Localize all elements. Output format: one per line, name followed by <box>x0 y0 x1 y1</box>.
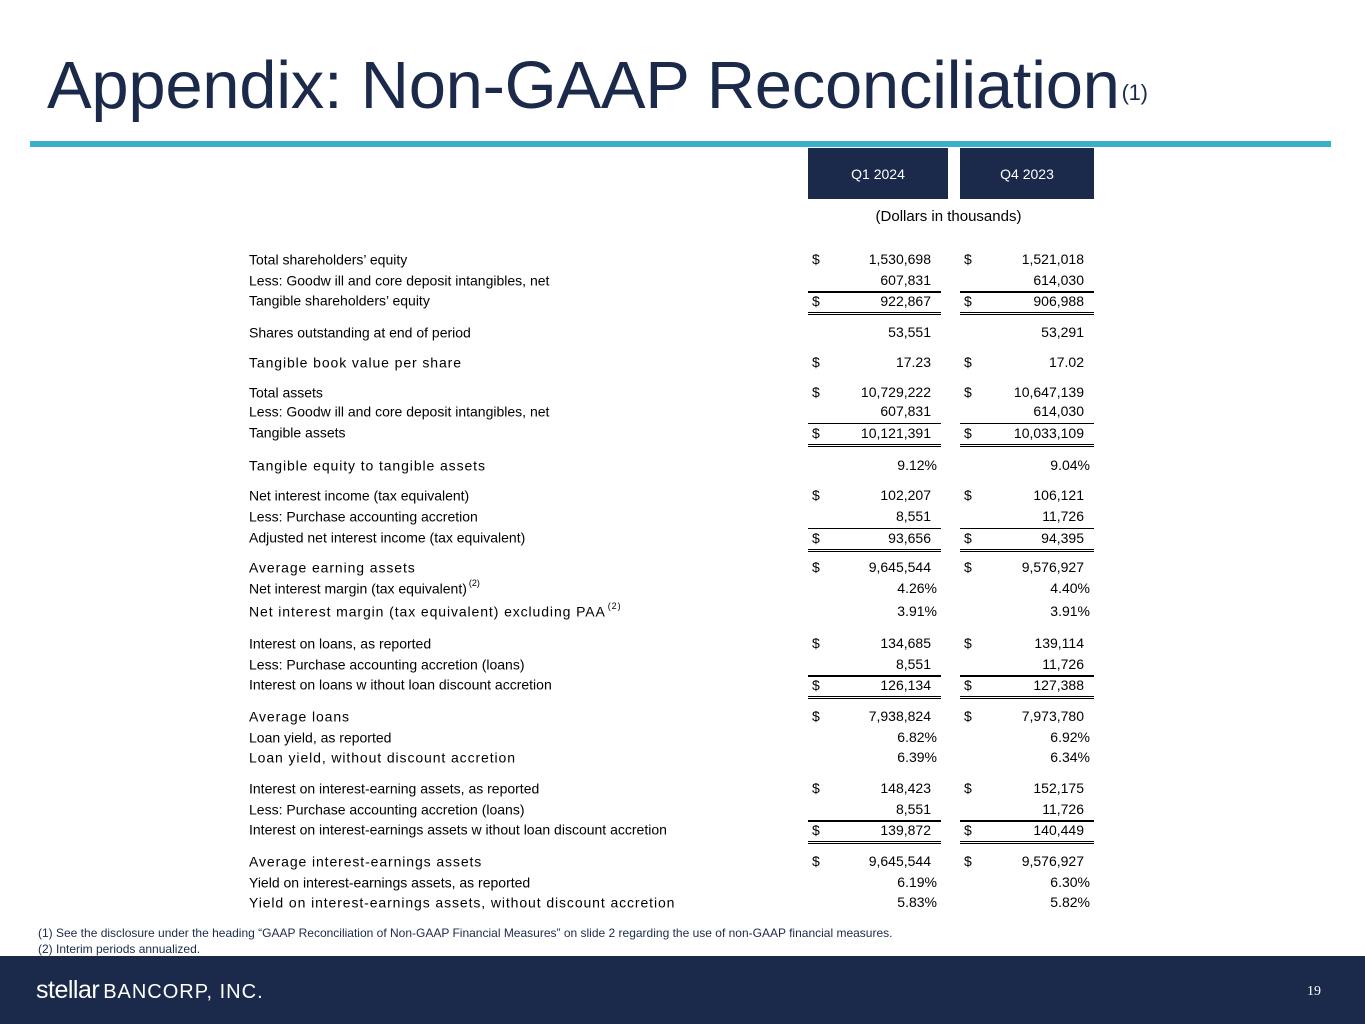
table-row <box>0 292 1365 312</box>
dollar-sign: $ <box>964 635 972 651</box>
q4-2023-value <box>960 853 1094 873</box>
q4-2023-value <box>960 729 1094 749</box>
company-logo <box>36 976 264 1005</box>
row-label: Net interest income (tax equivalent) <box>249 487 470 504</box>
q1-2024-value <box>808 675 941 699</box>
amount: 10,647,139 <box>1013 384 1084 400</box>
page-title: Appendix: Non-GAAP Reconciliation$^{(1)}$ <box>47 48 1148 123</box>
amount: 1,530,698 <box>868 251 931 267</box>
q1-2024-value <box>808 780 941 800</box>
table-row <box>0 801 1365 821</box>
amount: 8,551 <box>895 656 931 672</box>
logo-rest: BANCORP, INC. <box>103 981 264 1003</box>
amount: 6.19% <box>897 874 937 890</box>
q4-2023-value <box>960 820 1094 844</box>
amount: 17.02 <box>1048 354 1084 370</box>
amount: 94,395 <box>1041 530 1084 546</box>
amount: 9.04% <box>1050 457 1090 473</box>
amount: 4.26% <box>897 580 937 596</box>
q4-2023-value <box>960 559 1094 579</box>
amount: 10,033,109 <box>1013 425 1084 441</box>
row-label: Tangible shareholders’ equity <box>249 292 430 309</box>
table-row <box>0 635 1365 655</box>
row-label: Average interest-earnings assets <box>249 853 483 870</box>
amount: 4.40% <box>1050 580 1090 596</box>
q1-2024-value <box>808 801 941 822</box>
row-label: Net interest margin (tax equivalent) $^{(2)}$ <box>249 578 480 597</box>
amount: 9,576,927 <box>1021 853 1084 869</box>
dollar-sign: $ <box>964 530 972 546</box>
footnote-marker: (2) <box>468 578 480 588</box>
q4-2023-value <box>960 508 1094 529</box>
footnote-1: (1) See the disclosure under the heading “GAAP Reconciliation of Non-GAAP Financial Measures” on slide 2 regarding the use of non-GAAP financial measures. <box>38 926 893 940</box>
row-label: Yield on interest-earnings assets, as reported <box>249 874 531 891</box>
row-label: Interest on interest-earning assets, as reported <box>249 780 540 797</box>
page-number: 19 <box>1307 984 1321 999</box>
table-row <box>0 656 1365 676</box>
amount: 5.82% <box>1050 894 1090 910</box>
table-row <box>0 324 1365 344</box>
q4-2023-value <box>960 635 1094 655</box>
q4-2023-value <box>960 291 1094 315</box>
table-row <box>0 749 1365 769</box>
q1-2024-value <box>808 384 941 404</box>
q1-2024-value <box>808 423 941 447</box>
dollar-sign: $ <box>812 251 820 267</box>
table-row <box>0 580 1365 600</box>
q1-2024-value <box>808 820 941 844</box>
amount: 102,207 <box>880 487 931 503</box>
dollar-sign: $ <box>964 559 972 575</box>
q1-2024-value <box>808 528 941 552</box>
amount: 3.91% <box>897 603 937 619</box>
table-row <box>0 894 1365 914</box>
table-row <box>0 508 1365 528</box>
row-label: Average earning assets <box>249 559 416 576</box>
amount: 139,872 <box>880 822 931 838</box>
q4-2023-value <box>960 403 1094 424</box>
q1-2024-value <box>808 874 941 894</box>
dollar-sign: $ <box>964 853 972 869</box>
q1-2024-value <box>808 291 941 315</box>
dollar-sign: $ <box>964 487 972 503</box>
q1-2024-value <box>808 708 941 728</box>
amount: 139,114 <box>1034 635 1084 651</box>
row-label: Adjusted net interest income (tax equivalent) <box>249 529 526 546</box>
table-row <box>0 384 1365 404</box>
amount: 8,551 <box>895 508 931 524</box>
q4-2023-value <box>960 580 1094 600</box>
amount: 7,973,780 <box>1021 708 1084 724</box>
q4-2023-value <box>960 708 1094 728</box>
q4-2023-value <box>960 874 1094 894</box>
q1-2024-value <box>808 324 941 344</box>
q4-2023-value <box>960 894 1094 914</box>
q4-2023-value <box>960 487 1094 507</box>
q1-2024-value <box>808 251 941 271</box>
row-label: Interest on interest-earnings assets w ithout loan discount accretion <box>249 821 667 838</box>
amount: 614,030 <box>1033 403 1084 419</box>
amount: 10,729,222 <box>860 384 931 400</box>
column-header-q4-2023: Q4 2023 <box>960 148 1094 199</box>
dollar-sign: $ <box>964 425 972 441</box>
footnote-marker: (2) <box>607 601 622 611</box>
q4-2023-value <box>960 354 1094 374</box>
dollar-sign: $ <box>964 822 972 838</box>
amount: 140,449 <box>1033 822 1084 838</box>
q4-2023-value <box>960 675 1094 699</box>
dollar-sign: $ <box>964 251 972 267</box>
table-row <box>0 354 1365 374</box>
dollar-sign: $ <box>812 708 820 724</box>
dollar-sign: $ <box>812 425 820 441</box>
dollar-sign: $ <box>964 384 972 400</box>
dollar-sign: $ <box>964 780 972 796</box>
dollar-sign: $ <box>812 780 820 796</box>
amount: 5.83% <box>897 894 937 910</box>
amount: 53,291 <box>1041 324 1084 340</box>
amount: 11,726 <box>1042 656 1084 672</box>
amount: 1,521,018 <box>1021 251 1084 267</box>
q4-2023-value <box>960 457 1094 477</box>
dollar-sign: $ <box>812 354 820 370</box>
footnote-2: (2) Interim periods annualized. <box>38 942 201 956</box>
table-row <box>0 424 1365 444</box>
dollar-sign: $ <box>964 708 972 724</box>
q1-2024-value <box>808 457 941 477</box>
q1-2024-value <box>808 853 941 873</box>
amount: 106,121 <box>1033 487 1084 503</box>
table-row <box>0 729 1365 749</box>
table-row <box>0 780 1365 800</box>
row-label: Less: Purchase accounting accretion (loans) <box>249 801 525 818</box>
amount: 3.91% <box>1050 603 1090 619</box>
row-label: Yield on interest-earnings assets, without discount accretion <box>249 894 676 911</box>
row-label: Total shareholders’ equity <box>249 251 408 268</box>
table-row <box>0 457 1365 477</box>
amount: 8,551 <box>895 801 931 817</box>
q4-2023-value <box>960 603 1094 623</box>
amount: 93,656 <box>888 530 931 546</box>
q1-2024-value <box>808 580 941 600</box>
amount: 6.92% <box>1050 729 1090 745</box>
table-row <box>0 853 1365 873</box>
amount: 6.39% <box>897 749 937 765</box>
q1-2024-value <box>808 894 941 914</box>
dollar-sign: $ <box>812 822 820 838</box>
row-label: Average loans <box>249 708 350 725</box>
q1-2024-value <box>808 354 941 374</box>
row-label: Less: Goodw ill and core deposit intangibles, net <box>249 272 550 289</box>
dollar-sign: $ <box>812 293 820 309</box>
amount: 17.23 <box>895 354 931 370</box>
table-row <box>0 676 1365 696</box>
q1-2024-value <box>808 729 941 749</box>
table-row <box>0 251 1365 271</box>
dollar-sign: $ <box>964 677 972 693</box>
table-row <box>0 874 1365 894</box>
amount: 134,685 <box>880 635 931 651</box>
row-label: Tangible assets <box>249 424 346 441</box>
amount: 9,645,544 <box>868 559 931 575</box>
amount: 11,726 <box>1042 801 1084 817</box>
dollar-sign: $ <box>812 530 820 546</box>
dollar-sign: $ <box>812 853 820 869</box>
column-header-q1-2024: Q1 2024 <box>808 148 948 199</box>
table-row <box>0 603 1365 623</box>
dollar-sign: $ <box>964 293 972 309</box>
amount: 53,551 <box>888 324 931 340</box>
row-label: Interest on loans w ithout loan discount accretion <box>249 676 552 693</box>
dollar-sign: $ <box>964 354 972 370</box>
amount: 127,388 <box>1033 677 1084 693</box>
dollar-sign: $ <box>812 677 820 693</box>
q1-2024-value <box>808 749 941 769</box>
table-row <box>0 487 1365 507</box>
q4-2023-value <box>960 749 1094 769</box>
q1-2024-value <box>808 603 941 623</box>
amount: 6.34% <box>1050 749 1090 765</box>
table-row <box>0 708 1365 728</box>
amount: 6.30% <box>1050 874 1090 890</box>
q4-2023-value <box>960 384 1094 404</box>
amount: 614,030 <box>1033 272 1084 288</box>
amount: 922,867 <box>880 293 931 309</box>
amount: 9,645,544 <box>868 853 931 869</box>
title-footnote-marker: (1) <box>1121 80 1148 105</box>
q1-2024-value <box>808 272 941 293</box>
q1-2024-value <box>808 635 941 655</box>
amount: 9.12% <box>897 457 937 473</box>
logo-word: stellar <box>36 976 100 1004</box>
q4-2023-value <box>960 801 1094 822</box>
amount: 9,576,927 <box>1021 559 1084 575</box>
table-row <box>0 529 1365 549</box>
dollar-sign: $ <box>812 635 820 651</box>
amount: 152,175 <box>1033 780 1084 796</box>
q4-2023-value <box>960 423 1094 447</box>
q1-2024-value <box>808 656 941 677</box>
amount: 607,831 <box>880 403 931 419</box>
table-row <box>0 272 1365 292</box>
amount: 148,423 <box>880 780 931 796</box>
row-label: Less: Purchase accounting accretion (loans) <box>249 656 525 673</box>
amount: 11,726 <box>1042 508 1084 524</box>
table-row <box>0 403 1365 423</box>
row-label: Total assets <box>249 384 323 401</box>
amount: 607,831 <box>880 272 931 288</box>
q4-2023-value <box>960 656 1094 677</box>
q1-2024-value <box>808 487 941 507</box>
table-row <box>0 559 1365 579</box>
amount: 126,134 <box>880 677 931 693</box>
title-divider <box>30 141 1331 147</box>
units-label: (Dollars in thousands) <box>875 208 1022 225</box>
q4-2023-value <box>960 324 1094 344</box>
row-label: Less: Purchase accounting accretion <box>249 508 478 525</box>
q1-2024-value <box>808 403 941 424</box>
q4-2023-value <box>960 780 1094 800</box>
amount: 7,938,824 <box>868 708 931 724</box>
dollar-sign: $ <box>812 487 820 503</box>
dollar-sign: $ <box>812 559 820 575</box>
row-label: Interest on loans, as reported <box>249 635 432 652</box>
table-row <box>0 821 1365 841</box>
row-label: Net interest margin (tax equivalent) excluding PAA $^{(2)}$ <box>249 601 622 620</box>
amount: 6.82% <box>897 729 937 745</box>
row-label: Tangible book value per share <box>249 354 462 371</box>
footer-bar <box>0 956 1365 1024</box>
row-label: Shares outstanding at end of period <box>249 324 471 341</box>
row-label: Tangible equity to tangible assets <box>249 457 486 474</box>
q4-2023-value <box>960 528 1094 552</box>
q1-2024-value <box>808 559 941 579</box>
q1-2024-value <box>808 508 941 529</box>
amount: 10,121,391 <box>860 425 931 441</box>
amount: 906,988 <box>1033 293 1084 309</box>
dollar-sign: $ <box>812 384 820 400</box>
q4-2023-value <box>960 272 1094 293</box>
q4-2023-value <box>960 251 1094 271</box>
row-label: Loan yield, as reported <box>249 729 392 746</box>
row-label: Less: Goodw ill and core deposit intangibles, net <box>249 403 550 420</box>
row-label: Loan yield, without discount accretion <box>249 749 516 766</box>
